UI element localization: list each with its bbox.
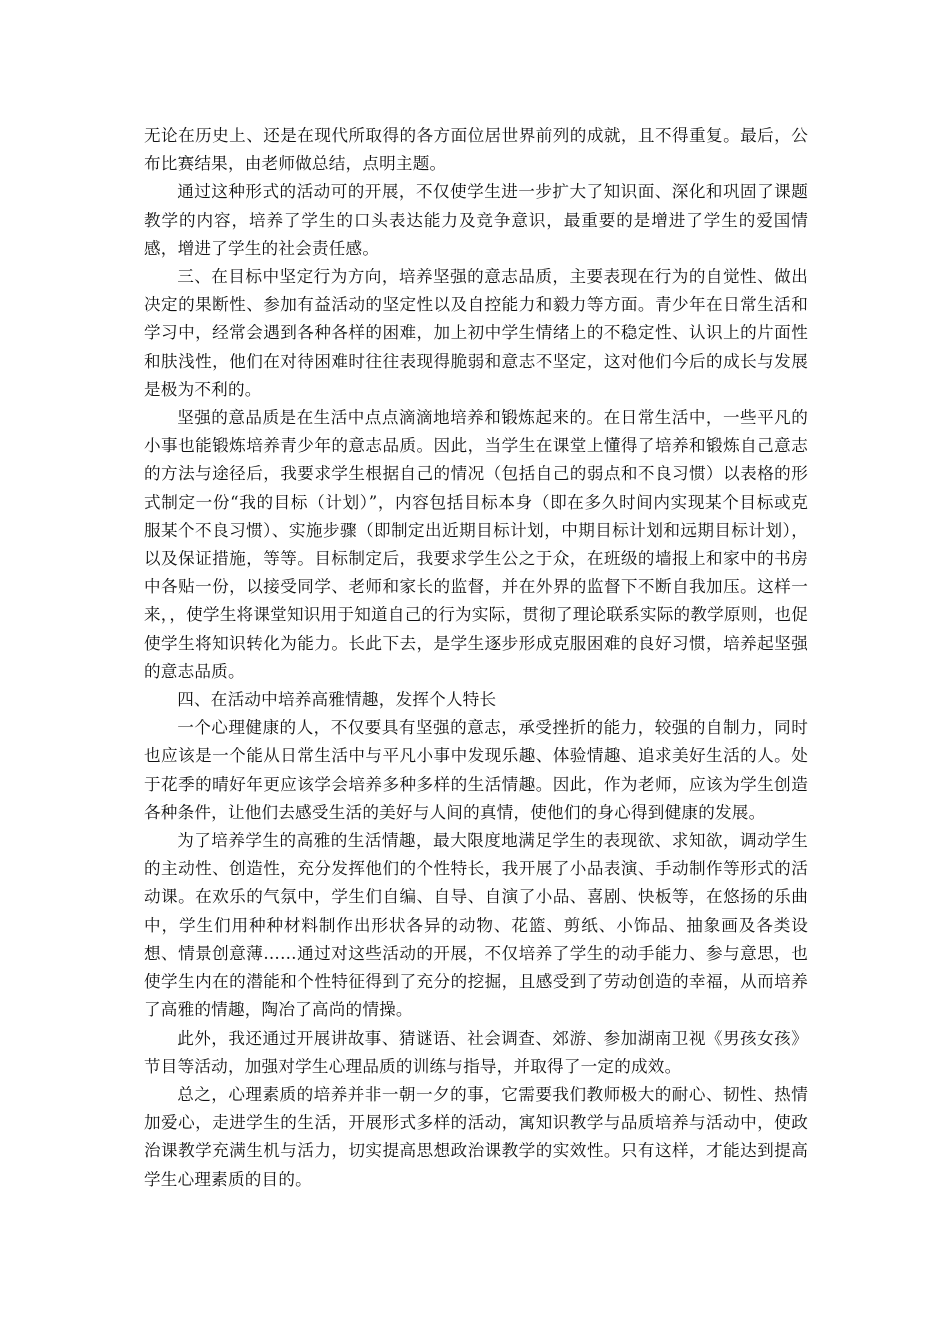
paragraph-2: 通过这种形式的活动可的开展，不仅使学生进一步扩大了知识面、深化和巩固了课题教学的内容，培养了学生的口头表达能力及竞争意识，最重要的是增进了学生的爱国情感，增进了学生的社会责任感。 bbox=[144, 182, 808, 258]
paragraph-4: 坚强的意品质是在生活中点点滴滴地培养和锻炼起来的。在日常生活中，一些平凡的小事也能锻炼培养青少年的意志品质。因此，当学生在课堂上懂得了培养和锻炼自己意志的方法与途径后，我要求学生根据自己的情况（包括自己的弱点和不良习惯）以表格的形式制定一份“我的目标（计划）”，内容包括目标本身（即在多久时间内实现某个目标或克服某个不良习惯）、实施步骤（即制定出近期目标计划，中期目标计划和远期目标计划），以及保证措施，等等。目标制定后，我要求学生公之于众，在班级的墙报上和家中的书房中各贴一份，以接受同学、老师和家长的监督，并在外界的监督下不断自我加压。这样一来，，使学生将课堂知识用于知道自己的行为实际，贯彻了理论联系实际的教学原则，也促使学生将知识转化为能力。长此下去，是学生逐步形成克服困难的良好习惯，培养起坚强的意志品质。 bbox=[144, 408, 808, 681]
paragraph-8: 总之，心理素质的培养并非一朝一夕的事，它需要我们教师极大的耐心、韧性、热情加爱心，走进学生的生活，开展形式多样的活动，寓知识教学与品质培养与活动中，使政治课教学充满生机与活力，切实提高思想政治课教学的实效性。只有这样，才能达到提高学生心理素质的目的。 bbox=[144, 1084, 808, 1189]
paragraph-5: 一个心理健康的人，不仅要具有坚强的意志，承受挫折的能力，较强的自制力，同时也应该是一个能从日常生活中与平凡小事中发现乐趣、体验情趣、追求美好生活的人。处于花季的晴好年更应该学会培养多种多样的生活情趣。因此，作为老师，应该为学生创造各种条件，让他们去感受生活的美好与人间的真情，使他们的身心得到健康的发展。 bbox=[144, 718, 808, 822]
section-heading-4: 四、在活动中培养高雅情趣，发挥个人特长 bbox=[177, 690, 497, 710]
paragraph-3: 三、在目标中坚定行为方向，培养坚强的意志品质，主要表现在行为的自觉性、做出决定的果断性、参加有益活动的坚定性以及自控能力和毅力等方面。青少年在日常生活和学习中，经常会遇到各种各样的困难，加上初中学生情绪上的不稳定性、认识上的片面性和肤浅性，他们在对待困难时往往表现得脆弱和意志不坚定，这对他们今后的成长与发展是极为不利的。 bbox=[144, 267, 808, 399]
paragraph-1: 无论在历史上、还是在现代所取得的各方面位居世界前列的成就，且不得重复。最后，公布比赛结果，由老师做总结，点明主题。 bbox=[144, 126, 808, 174]
paragraph-7: 此外，我还通过开展讲故事、猜谜语、社会调查、郊游、参加湖南卫视《男孩女孩》节目等活动，加强对学生心理品质的训练与指导，并取得了一定的成效。 bbox=[144, 1028, 808, 1076]
document-body bbox=[144, 122, 808, 1194]
paragraph-6: 为了培养学生的高雅的生活情趣，最大限度地满足学生的表现欲、求知欲，调动学生的主动性、创造性，充分发挥他们的个性特长，我开展了小品表演、手动制作等形式的活动课。在欢乐的气氛中，学生们自编、自导、自演了小品、喜剧、快板等，在悠扬的乐曲中，学生们用种种材料制作出形状各异的动物、花篮、剪纸、小饰品、抽象画及各类设想、情景创意薄……通过对这些活动的开展，不仅培养了学生的动手能力、参与意思，也使学生内在的潜能和个性特征得到了充分的挖掘，且感受到了劳动创造的幸福，从而培养了高雅的情趣，陶冶了高尚的情操。 bbox=[144, 831, 808, 1020]
